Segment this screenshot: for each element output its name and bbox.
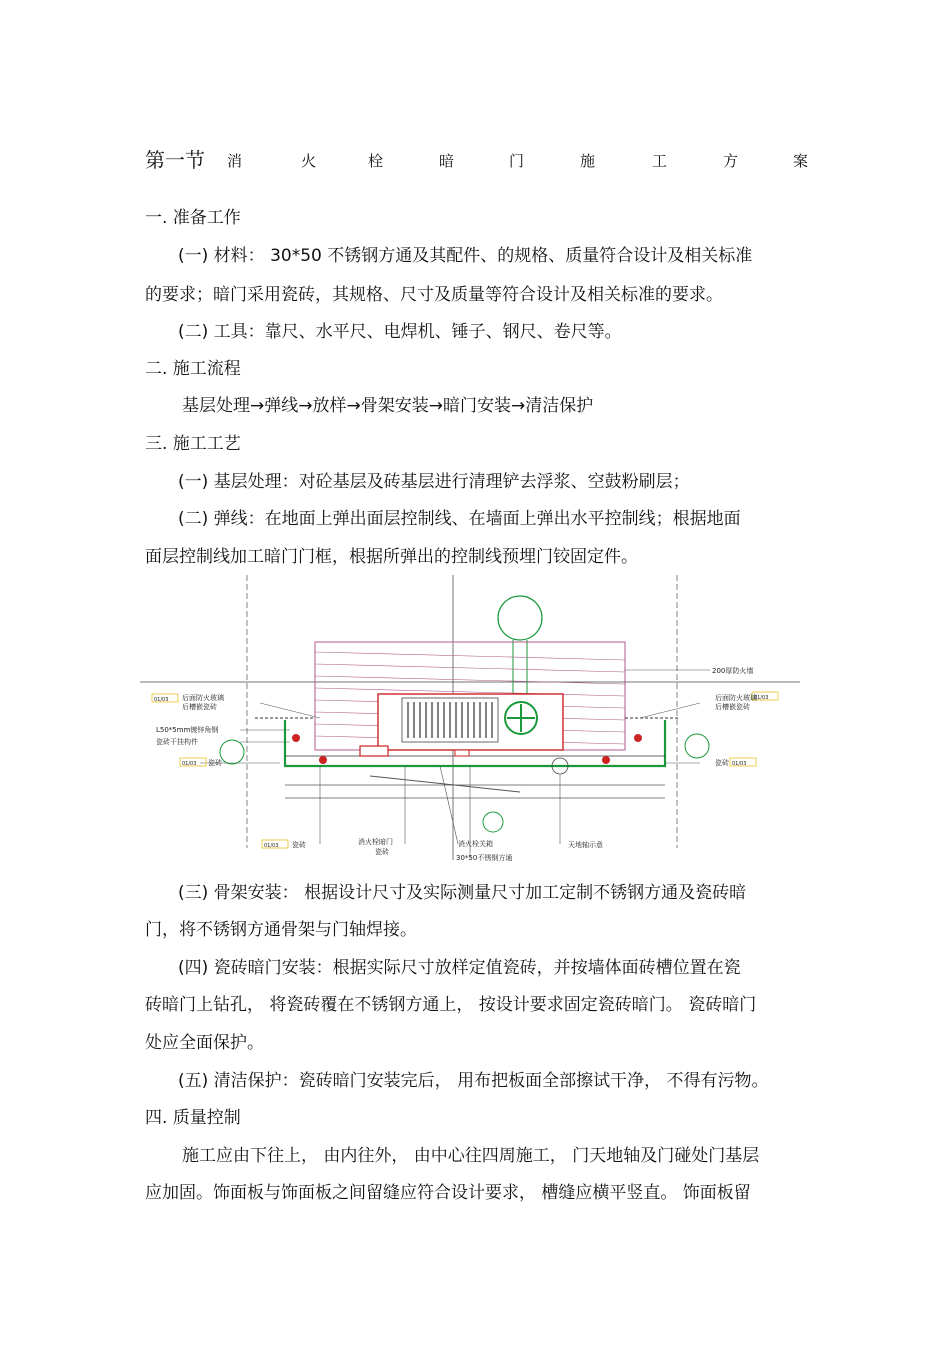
label-angle: L50*5mm镀锌角钢 <box>156 726 219 734</box>
para-tile-1: (四) 瓷砖暗门安装：根据实际尺寸放样定值瓷砖，并按墙体面砖槽位置在瓷 <box>178 958 741 978</box>
hydrant-symbol-circle <box>498 596 542 640</box>
title-char: 门 <box>509 152 525 170</box>
label-door-b: 瓷砖 <box>375 848 389 856</box>
para-tile-3: 处应全面保护。 <box>145 1033 264 1053</box>
title-char: 消 <box>227 152 243 170</box>
latch-block <box>455 750 469 756</box>
label-axis: 天地轴示意 <box>568 841 603 849</box>
label-left-tile: 瓷砖 <box>208 759 222 767</box>
para-quality-2: 应加固。饰面板与饰面板之间留缝应符合设计要求， 槽缝应横平竖直。 饰面板留 <box>145 1183 751 1203</box>
hinge-block <box>360 746 388 756</box>
tag-text: 01/03 <box>154 697 169 703</box>
fixing-dot-right <box>602 756 610 764</box>
para-clean: (五) 清洁保护：瓷砖暗门安装完后， 用布把板面全部擦试干净， 不得有污物。 <box>178 1071 769 1091</box>
construction-drawing <box>140 570 810 875</box>
label-hinge: 消火栓关箱 <box>458 840 493 848</box>
para-marking-1: (二) 弹线：在地面上弹出面层控制线、在墙面上弹出水平控制线；根据地面 <box>178 509 741 529</box>
fixing-dot-l2 <box>292 734 300 742</box>
label-tube: 30*50不锈钢方通 <box>456 854 513 862</box>
title-char: 栓 <box>368 152 384 170</box>
fixing-dot-left <box>319 756 327 764</box>
title-char: 方 <box>723 152 739 170</box>
para-quality-1: 施工应由下往上， 由内往外， 由中心往四周施工， 门天地轴及门碰处门基层 <box>182 1146 760 1166</box>
heading-process: 二. 施工流程 <box>145 359 241 379</box>
label-door-a: 消火栓暗门 <box>358 838 393 846</box>
para-tools: (二) 工具：靠尺、水平尺、电焊机、锤子、钢尺、卷尺等。 <box>178 322 622 342</box>
heading-craft: 三. 施工工艺 <box>145 434 241 454</box>
label-left-top: 后面防火玻璃 <box>182 694 224 702</box>
fixing-dot-r2 <box>634 734 642 742</box>
tag-text: 01/03 <box>732 761 747 767</box>
ref-circle-right <box>685 734 709 758</box>
title-char: 案 <box>793 152 809 170</box>
section-title <box>145 146 810 176</box>
title-char: 施 <box>580 152 596 170</box>
tag-text: 01/03 <box>182 761 197 767</box>
para-tile-2: 砖暗门上钻孔， 将瓷砖覆在不锈钢方通上， 按设计要求固定瓷砖暗门。 瓷砖暗门 <box>145 995 757 1015</box>
hose-reel-lines <box>408 702 492 738</box>
tag-text: 01/03 <box>754 695 769 701</box>
para-base: (一) 基层处理：对砼基层及砖基层进行清理铲去浮浆、空鼓粉刷层； <box>178 472 690 492</box>
title-char: 暗 <box>439 152 455 170</box>
heading-prep: 一. 准备工作 <box>145 208 241 228</box>
label-left-top2: 后槽嵌瓷砖 <box>182 703 217 711</box>
label-bottom-tile: 瓷砖 <box>292 841 306 849</box>
title-lead: 第一节 <box>145 148 205 172</box>
ref-circle-left <box>220 740 244 764</box>
title-char: 工 <box>652 152 668 170</box>
title-char: 火 <box>301 152 317 170</box>
label-right-tile: 瓷砖 <box>715 759 729 767</box>
label-wall: 200厚防火墙 <box>712 667 754 675</box>
label-ceramic-fix: 瓷砖干挂构件 <box>156 738 198 746</box>
para-frame-2: 门，将不锈钢方通骨架与门轴焊接。 <box>145 920 417 940</box>
para-marking-2: 面层控制线加工暗门门框，根据所弹出的控制线预埋门铰固定件。 <box>145 547 638 567</box>
para-frame-1: (三) 骨架安装： 根据设计尺寸及实际测量尺寸加工定制不锈钢方通及瓷砖暗 <box>178 883 747 903</box>
para-materials-1: (一) 材料： 30*50 不锈钢方通及其配件、的规格、质量符合设计及相关标准 <box>178 246 753 266</box>
heading-quality: 四. 质量控制 <box>145 1108 241 1128</box>
label-right-top: 后面防火玻璃 <box>715 694 757 702</box>
label-right-top2: 后槽嵌瓷砖 <box>715 703 750 711</box>
door-swing-line <box>370 776 520 792</box>
ref-circle-bottom <box>483 812 503 832</box>
para-process-flow: 基层处理→弹线→放样→骨架安装→暗门安装→清洁保护 <box>182 396 594 416</box>
para-materials-2: 的要求；暗门采用瓷砖，其规格、尺寸及质量等符合设计及相关标准的要求。 <box>145 285 723 305</box>
tag-text: 01/03 <box>264 843 279 849</box>
